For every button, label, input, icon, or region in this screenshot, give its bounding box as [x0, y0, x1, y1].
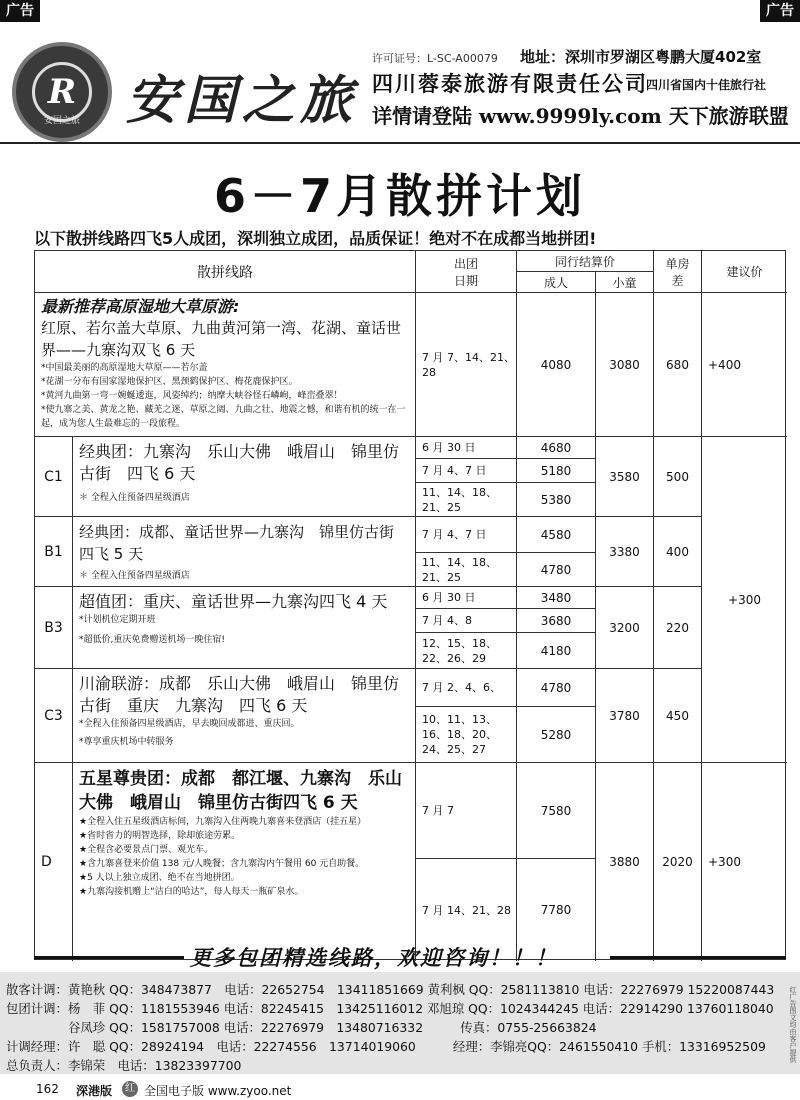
d-note: ★省时省力的明智选择，除却旅途劳累。 — [79, 831, 241, 841]
b3-single-supplement: 220 — [654, 587, 702, 669]
b3-main: 超值团：重庆、童话世界—九寨沟四飞 4 天 — [79, 592, 388, 611]
featured-suggest-price: +400 — [702, 293, 787, 437]
c3-code: C3 — [35, 669, 73, 763]
page-footer — [0, 1078, 800, 1100]
page-title: 6－7月散拼计划 — [213, 169, 586, 223]
c3-adult-price: 5280 — [517, 707, 596, 763]
c1-adult-price: 4680 — [517, 437, 596, 459]
b1-adult-price: 4780 — [517, 553, 596, 587]
page-number: 162 — [36, 1082, 59, 1096]
logo-letter: R — [32, 62, 92, 122]
header-depart — [416, 251, 517, 293]
b3-code: B3 — [35, 587, 73, 669]
d-note: ★含九寨喜登来价值 138 元/人晚餐；含九寨沟内午餐用 60 元自助餐。 — [79, 859, 365, 869]
divider-right — [610, 956, 786, 959]
featured-head: 最新推荐高原湿地大草原游: — [41, 297, 240, 316]
b3-note: *超低价,重庆免费赠送机场一晚住宿! — [79, 635, 225, 645]
divider-left — [34, 956, 184, 959]
header-depart-line2: 日期 — [453, 273, 478, 288]
header-depart-line1: 出团 — [453, 256, 478, 271]
header-single-line1: 单房 — [665, 256, 690, 271]
featured-note: *花湖一分布有国家湿地保护区、黑颈鹤保护区、梅花鹿保护区。 — [41, 377, 298, 387]
header-single — [654, 251, 702, 293]
b3-note: *计划机位定期开班 — [79, 615, 156, 625]
route-b3 — [73, 587, 416, 669]
b3-date: 7 月 4、8 — [416, 609, 517, 633]
route-c3 — [73, 669, 416, 763]
b3-adult-price: 4180 — [517, 633, 596, 669]
c1-adult-price: 5380 — [517, 483, 596, 517]
d-adult-price: 7780 — [517, 859, 596, 961]
c1-note: ＊ 全程入住预备四星级酒店 — [79, 493, 190, 503]
contact-row: 包团计调：杨 菲 QQ：1181553946 电话：82245415 13425116012 邓旭琼 QQ：1024344245 电话：22914290 13760118040 — [6, 1001, 774, 1016]
d-code: D — [35, 763, 73, 961]
alliance-name: 天下旅游联盟 — [668, 104, 789, 128]
company-name: 四川蓉泰旅游有限责任公司 — [372, 72, 648, 96]
more-text: 更多包团精选线路，欢迎咨询！！！ — [190, 945, 558, 970]
b3-child-price: 3200 — [596, 587, 654, 669]
b3-date: 12、15、18、22、26、29 — [416, 633, 517, 669]
company-award: 四川省国内十佳旅行社 — [646, 78, 767, 92]
d-child-price: 3880 — [596, 763, 654, 961]
c1-single-supplement: 500 — [654, 437, 702, 517]
c3-single-supplement: 450 — [654, 669, 702, 763]
visit-label: 详情请登陆 — [372, 104, 472, 128]
header-price: 同行结算价 — [517, 251, 654, 272]
b1-child-price: 3380 — [596, 517, 654, 587]
b1-code: B1 — [35, 517, 73, 587]
c3-adult-price: 4780 — [517, 669, 596, 707]
c1-adult-price: 5180 — [517, 459, 596, 483]
featured-dates: 7 月 7、14、21、28 — [416, 293, 517, 437]
d-date: 7 月 7 — [416, 763, 517, 859]
website-link[interactable]: www.9999ly.com — [478, 104, 662, 128]
c1-main: 经典团：九寨沟 乐山大佛 峨眉山 锦里仿古街 四飞 6 天 — [79, 442, 400, 483]
c3-date: 10、11、13、16、18、20、24、25、27 — [416, 707, 517, 763]
contacts-panel — [0, 972, 800, 1074]
website-line — [372, 100, 789, 129]
featured-note: *使九寨之美、黄龙之艳、藏羌之迷、草原之阔、九曲之壮、地震之憾，和谐有机的统一在一起，成为您人生最难忘的一段旅程。 — [41, 405, 406, 429]
d-suggest-price: +300 — [708, 855, 741, 869]
header — [0, 24, 800, 144]
logo-subtitle: 安国之旅 — [43, 116, 80, 126]
mid-suggest-price: +300 — [702, 437, 787, 763]
contact-row: 总负责人：李锦荣 电话：13823397700 — [6, 1058, 242, 1073]
d-note: ★5 人以上独立成团、绝不在当地拼团。 — [79, 873, 240, 883]
route-c1 — [73, 437, 416, 517]
b1-single-supplement: 400 — [654, 517, 702, 587]
c1-child-price: 3580 — [596, 437, 654, 517]
address: 地址：深圳市罗湖区粤鹏大厦402室 — [520, 48, 762, 66]
c1-date: 6 月 30 日 — [416, 437, 517, 459]
more-banner — [0, 940, 800, 974]
c3-main: 川渝联游：成都 乐山大佛 峨眉山 锦里仿古街 重庆 九寨沟 四飞 6 天 — [79, 674, 400, 715]
footer-website[interactable]: 全国电子版 www.zyoo.net — [144, 1084, 292, 1098]
b1-main: 经典团：成都、童话世界—九寨沟 锦里仿古街 四飞 5 天 — [79, 523, 410, 563]
d-note: ★九寨沟接机赠上“洁白的哈达”，每人每天一瓶矿泉水。 — [79, 887, 304, 897]
schedule-table — [34, 250, 786, 960]
c3-note: *全程入住预备四星级酒店，早去晚回成都进、重庆回。 — [79, 719, 300, 729]
contact-row: 谷凤珍 QQ：1581757008 电话：22276979 13480716332 传真：0755-25663824 — [6, 1020, 597, 1035]
route-d — [73, 763, 416, 961]
featured-child-price: 3080 — [596, 293, 654, 437]
b1-note: ＊ 全程入住预备四星级酒店 — [79, 571, 190, 581]
header-adult: 成人 — [517, 272, 596, 293]
b1-date: 11、14、18、21、25 — [416, 553, 517, 587]
d-main: 五星尊贵团：成都 都江堰、九寨沟 乐山大佛 峨眉山 锦里仿古街四飞 6 天 — [79, 769, 402, 813]
header-single-line2: 差 — [671, 273, 684, 288]
b1-adult-price: 4580 — [517, 517, 596, 553]
side-disclaimer: 红广告图文均由客户提供 — [789, 986, 797, 1063]
d-date: 7 月 14、21、28 — [416, 859, 517, 961]
header-route: 散拼线路 — [35, 251, 416, 293]
c1-date: 7 月 4、7 日 — [416, 459, 517, 483]
company-logo — [12, 42, 112, 142]
featured-adult-price: 4080 — [517, 293, 596, 437]
featured-main: 红原、若尔盖大草原、九曲黄河第一湾、花湖、童话世界——九寨沟双飞 6 天 — [41, 319, 402, 359]
featured-single-supplement: 680 — [654, 293, 702, 437]
ad-label-right: 广告 — [760, 0, 800, 22]
b1-date: 7 月 4、7 日 — [416, 517, 517, 553]
c1-code: C1 — [35, 437, 73, 517]
edition-badge: 红 — [122, 1081, 138, 1097]
c1-date: 11、14、18、21、25 — [416, 483, 517, 517]
route-b1 — [73, 517, 416, 587]
route-featured — [35, 293, 416, 437]
page-subtitle: 以下散拼线路四飞5人成团，深圳独立成团，品质保证！绝对不在成都当地拼团! — [34, 229, 597, 248]
d-note: ★全程含必要景点门票、观光车。 — [79, 845, 214, 855]
license-number: 许可证号：L-SC-A00079 — [372, 52, 498, 65]
edition-label: 深港版 — [76, 1084, 113, 1098]
ad-label-left: 广告 — [0, 0, 40, 22]
brand-name: 安国之旅 — [126, 70, 359, 131]
c3-note: *尊享重庆机场中转服务 — [79, 737, 174, 747]
b3-date: 6 月 30 日 — [416, 587, 517, 609]
contact-row: 计调经理：许 聪 QQ：28924194 电话：22274556 13714019060 经理：李锦亮QQ：2461550410 手机：13316952509 — [6, 1039, 766, 1054]
b3-adult-price: 3480 — [517, 587, 596, 609]
contact-row: 散客计调：黄艳秋 QQ：348473877 电话：22652754 13411851669 黄利枫 QQ：2581113810 电话：22276979 15220087443 — [6, 982, 775, 997]
header-suggest: 建议价 — [702, 251, 787, 293]
d-note: ★全程入住五星级酒店标间，九寨沟入住两晚九寨喜来登酒店（挂五星） — [79, 817, 367, 827]
featured-note: *中国最美丽的高原湿地大草原——若尔盖 — [41, 363, 208, 373]
d-adult-price: 7580 — [517, 763, 596, 859]
header-child: 小童 — [596, 272, 654, 293]
c3-date: 7 月 2、4、6、 — [416, 669, 517, 707]
featured-note: *黄河九曲第一弯一婉蜒逶迤，风姿绰约；纳摩大峡谷怪石嶙峋，峰峦叠翠！ — [41, 391, 343, 401]
b3-adult-price: 3680 — [517, 609, 596, 633]
d-single-supplement: 2020 — [654, 763, 702, 961]
c3-child-price: 3780 — [596, 669, 654, 763]
